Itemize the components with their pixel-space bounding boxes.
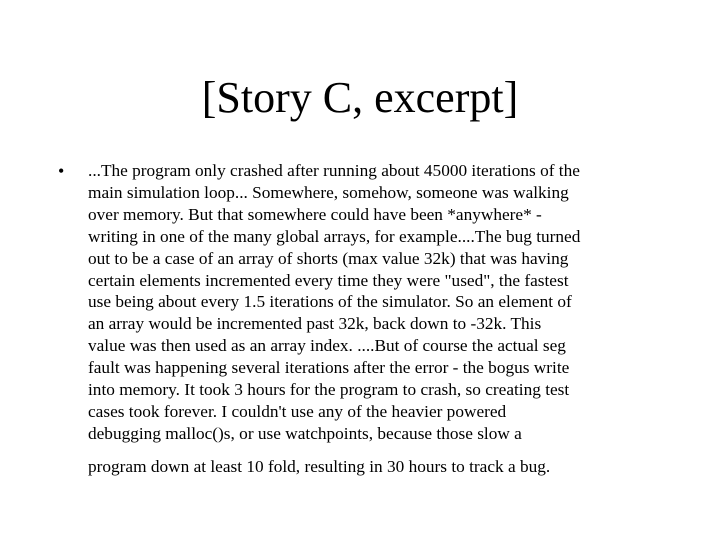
body-line: use being about every 1.5 iterations of the simulator. So an element of xyxy=(88,292,572,312)
body-line: certain elements incremented every time they were "used", the fastest xyxy=(88,270,569,290)
body-line: writing in one of the many global arrays, for example....The bug turned xyxy=(88,226,581,246)
body-line: cases took forever. I couldn't use any of the heavier powered xyxy=(88,401,507,421)
body-line: value was then used as an array index. ....But of course the actual seg xyxy=(88,336,566,356)
body-line: an array would be incremented past 32k, back down to -32k. This xyxy=(88,314,542,334)
body-line: debugging malloc()s, or use watchpoints, because those slow a xyxy=(88,423,522,443)
body-line: main simulation loop... Somewhere, somehow, someone was walking xyxy=(88,182,569,202)
body-final-line: program down at least 10 fold, resulting in 30 hours to track a bug. xyxy=(88,456,551,476)
body-line: into memory. It took 3 hours for the program to crash, so creating test xyxy=(88,380,570,400)
body-line: fault was happening several iterations after the error - the bogus write xyxy=(88,358,570,378)
body-text xyxy=(88,160,660,478)
bullet-icon: • xyxy=(58,161,65,181)
slide-title: [Story C, excerpt] xyxy=(201,73,519,122)
body-line: ...The program only crashed after running about 45000 iterations of the xyxy=(88,161,580,180)
body-line: over memory. But that somewhere could have been *anywhere* - xyxy=(88,204,542,224)
body-line: out to be a case of an array of shorts (max value 32k) that was having xyxy=(88,248,569,268)
